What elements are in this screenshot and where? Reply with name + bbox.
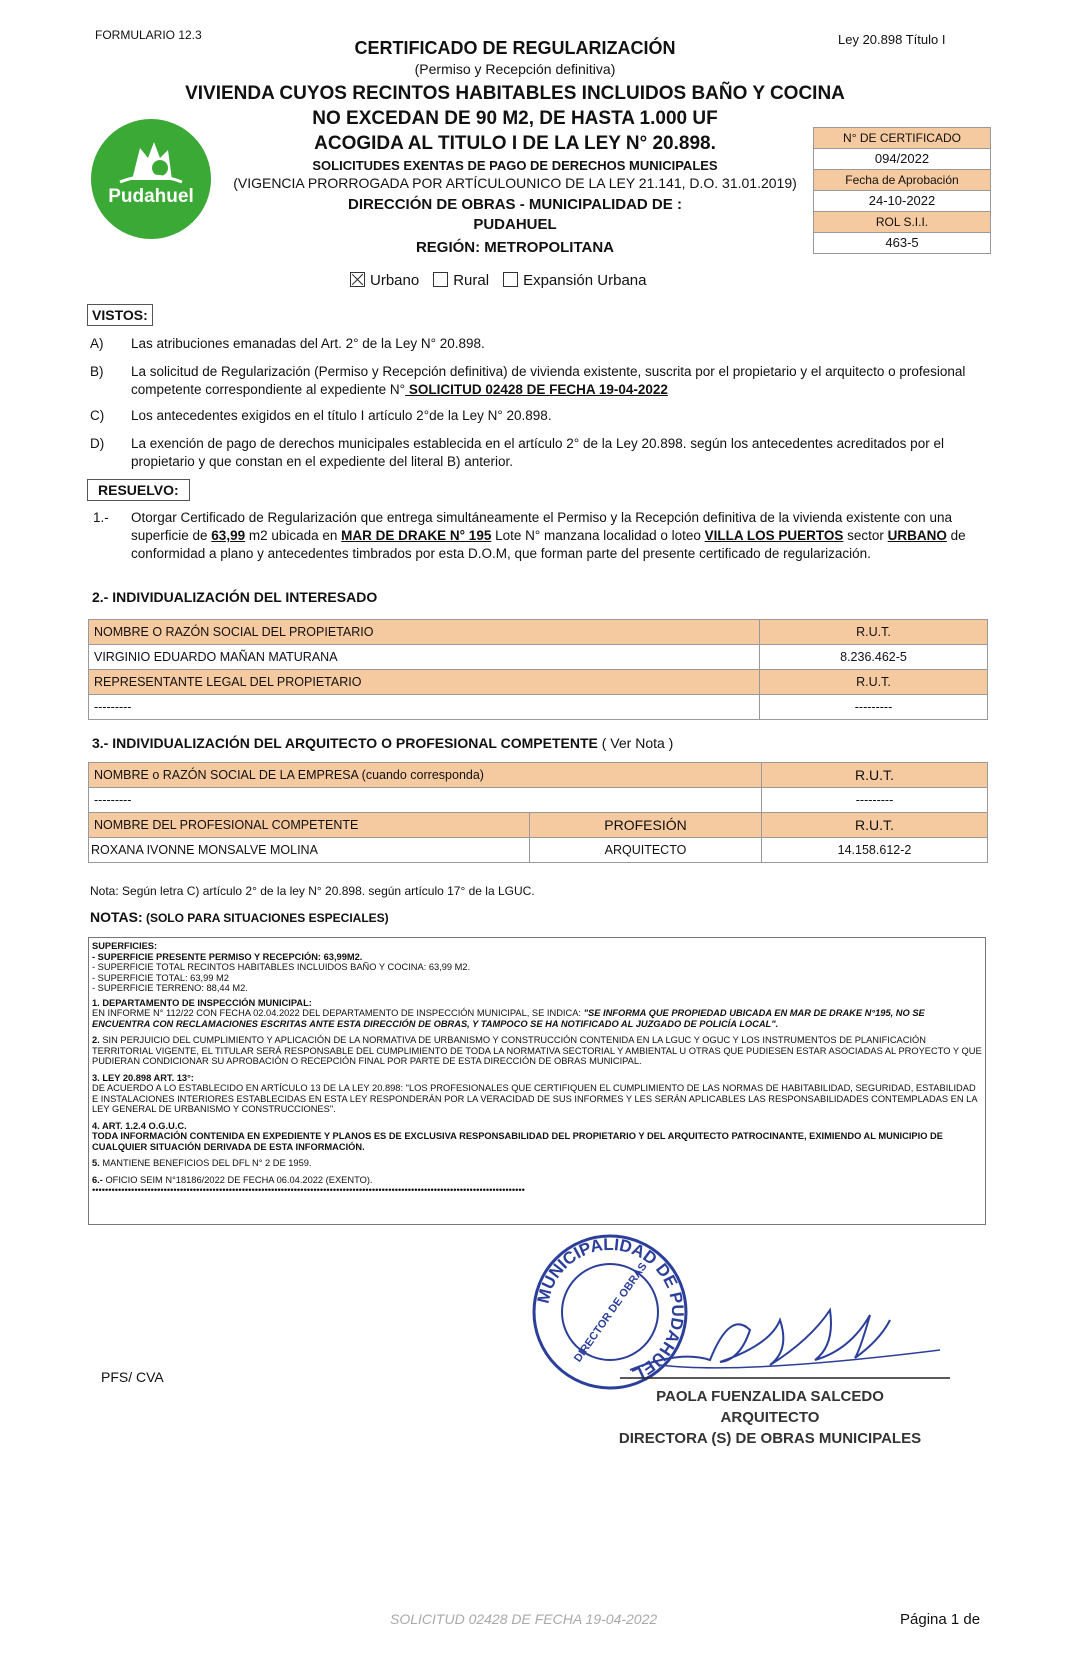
footer-reference: SOLICITUD 02428 DE FECHA 19-04-2022 (390, 1611, 658, 1627)
table-row (89, 670, 988, 695)
zone-rural-label: Rural (453, 272, 490, 289)
note-6-text: OFICIO SEIM N°18186/2022 DE FECHA 06.04.2022 (EXENTO). (102, 1174, 373, 1185)
note-4-title: 4. ART. 1.2.4 O.G.U.C. (92, 1120, 187, 1131)
document-header (170, 38, 860, 256)
logo-text: Pudahuel (108, 186, 194, 207)
zone-rural[interactable] (433, 272, 489, 289)
item-label: B) (90, 364, 104, 379)
initials: PFS/ CVA (101, 1369, 164, 1385)
document-title: CERTIFICADO DE REGULARIZACIÓN (354, 38, 676, 58)
resolution-text: de conformidad a plano y antecedentes timbrados por esta D.O.M, que forman parte del presente certificado de regularización. (131, 528, 966, 561)
heading-line-1: VIVIENDA CUYOS RECINTOS HABITABLES INCLUIDOS BAÑO Y COCINA (185, 83, 845, 104)
note-5-number: 5. (92, 1158, 100, 1168)
representative-rut-label: R.U.T. (760, 670, 988, 695)
owner-name: VIRGINIO EDUARDO MAÑAN MATURANA (89, 645, 760, 670)
item-label: C) (90, 408, 105, 423)
signature-block (600, 1386, 940, 1449)
surface-line: - SUPERFICIE PRESENTE PERMISO Y RECEPCIÓN: 63,99M2. (92, 951, 363, 962)
vistos-heading: VISTOS: (87, 304, 153, 326)
company-rut-label: R.U.T. (762, 763, 988, 788)
resolution-text: sector (843, 528, 888, 543)
item-text: Las atribuciones emanadas del Art. 2° de la Ley N° 20.898. (131, 336, 485, 351)
checked-checkbox-icon[interactable] (350, 272, 365, 287)
note-3-text: DE ACUERDO A LO ESTABLECIDO EN ARTÍCULO 13 DE LA LEY 20.898: "LOS PROFESIONALES QUE CERTIFIQUEN EL CUMPLIMIENTO DE LAS NORMAS DE HABITABILIDAD, SEGURIDAD, ESTABILIDAD E INSTALACIONES INTERIORES ESTABLECIDAS EN ESTA LEY RESPONDERÁN POR LA VERACIDAD DE SUS INFORMES Y LES SERÁN APLICABLES LAS RESPONSABILIDADES CONTEMPLADAS EN LA LEY GENERAL DE URBANISMO Y CONSTRUCCIONES". (92, 1083, 978, 1114)
company-name: --------- (89, 788, 762, 813)
note-1-title: 1. DEPARTAMENTO DE INSPECCIÓN MUNICIPAL: (92, 997, 312, 1008)
profession-label: PROFESIÓN (530, 813, 762, 838)
signer-profession: ARQUITECTO (720, 1409, 820, 1426)
table-row (89, 788, 988, 813)
surface-line: - SUPERFICIE TOTAL: 63,99 M2 (92, 972, 229, 983)
resolution-text: m2 ubicada en (245, 528, 342, 543)
form-code: FORMULARIO 12.3 (95, 28, 202, 42)
resolution-text: Otorgar Certificado de Regularización que entrega simultáneamente el Permiso y la Recepción definitiva de la vivienda existente con una superficie de (131, 510, 952, 543)
region-label: REGIÓN: METROPOLITANA (415, 239, 615, 256)
note-4-text: TODA INFORMACIÓN CONTENIDA EN EXPEDIENTE Y PLANOS ES DE EXCLUSIVA RESPONSABILIDAD DEL PROPIETARIO Y DEL ARQUITECTO PATROCINANTE, EXIMIENDO AL MUNICIPIO DE CUALQUIER SITUACIÓN DERIVADA DE ESTA INFORMACIÓN. (92, 1131, 943, 1152)
zone-expansion-label: Expansión Urbana (523, 272, 647, 289)
surfaces-title: SUPERFICIES: (92, 941, 158, 951)
table-row (89, 763, 988, 788)
note-2-text: SIN PERJUICIO DEL CUMPLIMIENTO Y APLICACIÓN DE LA NORMATIVA DE URBANISMO Y CONSTRUCCIÓN CONTENIDA EN LA LGUC Y OGUC Y LOS INSTRUMENTOS DE PLANIFICACIÓN TERRITORIAL VIGENTE, EL TITULAR SERÁ RESPONSABLE DEL CUMPLIMIENTO DE TODA LA NORMATIVA SECTORIAL Y AMBIENTAL U OTRAS QUE PUDIESEN ESTAR ASOCIADAS AL PROYECTO Y QUE PUDIERAN CONDICIONAR SU APROBACIÓN O RECEPCIÓN FINAL POR PARTE DE ESTA DIRECCIÓN DE OBRAS MUNICIPAL. (92, 1035, 982, 1066)
certificate-info-box (813, 127, 991, 254)
item-text: Los antecedentes exigidos en el título I artículo 2°de la Ley N° 20.898. (131, 408, 552, 423)
profession-value: ARQUITECTO (530, 838, 762, 863)
architect-section-note: ( Ver Nota ) (597, 735, 674, 751)
representative-rut: --------- (760, 695, 988, 720)
note-5-text: MANTIENE BENEFICIOS DEL DFL N° 2 DE 1959. (99, 1158, 312, 1168)
resolution-text: Lote N° manzana localidad o loteo (491, 528, 705, 543)
rol-label: ROL S.I.I. (814, 212, 990, 233)
zone-urbano[interactable] (350, 272, 419, 289)
notas-title (90, 909, 389, 925)
expediente-reference: SOLICITUD 02428 DE FECHA 19-04-2022 (405, 382, 668, 397)
signer-role: DIRECTORA (S) DE OBRAS MUNICIPALES (618, 1430, 922, 1447)
company-rut: --------- (762, 788, 988, 813)
sector-value: URBANO (887, 528, 947, 543)
notas-subtitle: (SOLO PARA SITUACIONES ESPECIALES) (142, 911, 389, 925)
resuelvo-heading: RESUELVO: (87, 479, 190, 501)
heading-line-2: NO EXCEDAN DE 90 M2, DE HASTA 1.000 UF (312, 108, 718, 129)
signer-name: PAOLA FUENZALIDA SALCEDO (656, 1388, 884, 1405)
direction-line-1: DIRECCIÓN DE OBRAS - MUNICIPALIDAD DE : (348, 196, 682, 213)
stamp-outer-text: MUNICIPALIDAD DE PUDAHUEL (533, 1234, 688, 1385)
law-reference: Ley 20.898 Título I (838, 32, 946, 47)
rol-value: 463-5 (885, 235, 919, 250)
note-3-title: 3. LEY 20.898 ART. 13°: (92, 1072, 194, 1083)
owner-label: NOMBRE O RAZÓN SOCIAL DEL PROPIETARIO (89, 620, 760, 645)
professional-note: Nota: Según letra C) artículo 2° de la ley N° 20.898. según artículo 17° de la LGUC. (90, 884, 535, 898)
interesado-section-title: 2.- INDIVIDUALIZACIÓN DEL INTERESADO (92, 589, 378, 605)
architect-table (88, 762, 988, 863)
vistos-item-c (90, 407, 990, 425)
professional-rut-label: R.U.T. (762, 813, 988, 838)
table-row (89, 813, 988, 838)
note-1-text: EN INFORME N° 112/22 CON FECHA 02.04.2022 DEL DEPARTAMENTO DE INSPECCIÓN MUNICIPAL, SE INDICA: (92, 1008, 584, 1018)
representative-name: --------- (89, 695, 760, 720)
checkbox-icon[interactable] (433, 272, 448, 287)
owner-rut: 8.236.462-5 (760, 645, 988, 670)
document-subtitle: (Permiso y Recepción definitiva) (414, 61, 616, 77)
page-number: Página 1 de (900, 1611, 981, 1628)
direction-line-2: PUDAHUEL (473, 216, 557, 233)
municipality-logo (90, 118, 212, 240)
surface-value: 63,99 (211, 528, 246, 543)
stamp-inner-text: DIRECTOR DE OBRAS (571, 1260, 650, 1365)
architect-section-title (92, 735, 673, 751)
loteo-name: VILLA LOS PUERTOS (704, 528, 844, 543)
item-text: La solicitud de Regularización (Permiso y Recepción definitiva) de vivienda existente, suscrita por el propietario y el arquitecto o profesional competente correspondiente al expediente N° (131, 364, 966, 397)
professional-label: NOMBRE DEL PROFESIONAL COMPETENTE (89, 813, 530, 838)
company-label: NOMBRE o RAZÓN SOCIAL DE LA EMPRESA (cuando corresponda) (89, 763, 762, 788)
item-label: D) (90, 436, 105, 451)
table-row (89, 695, 988, 720)
zone-selector (350, 272, 646, 289)
architect-section-title-text: 3.- INDIVIDUALIZACIÓN DEL ARQUITECTO O PROFESIONAL COMPETENTE (92, 735, 598, 751)
item-label: 1.- (93, 510, 109, 525)
checkbox-icon[interactable] (503, 272, 518, 287)
table-row (89, 620, 988, 645)
note-2-number: 2. (92, 1035, 100, 1045)
surface-line: - SUPERFICIE TERRENO: 88,44 M2. (92, 983, 248, 993)
resuelvo-item-1 (93, 509, 993, 563)
surface-line: - SUPERFICIE TOTAL RECINTOS HABITABLES INCLUIDOS BAÑO Y COCINA: 63,99 M2. (92, 962, 471, 972)
vistos-item-d (90, 435, 990, 471)
heading-line-3: ACOGIDA AL TITULO I DE LA LEY N° 20.898. (314, 133, 716, 154)
interesado-table (88, 619, 988, 720)
professional-name: ROXANA IVONNE MONSALVE MOLINA (89, 838, 530, 863)
professional-rut: 14.158.612-2 (762, 838, 988, 863)
table-row (89, 645, 988, 670)
dotted-line: ••••••••••••••••••••••••••••••••••••••••••••••••••••••••••••••••••••••••••••••••••••••••••••••••••••••••••••••••••••••••••••••••••••• (92, 1185, 525, 1195)
note-1-quote: "SE INFORMA QUE PROPIEDAD UBICADA EN MAR DE DRAKE N°195, NO SE ENCUENTRA CON RECLAMACIONES ESCRITAS ANTE ESTA DIRECCIÓN DE OBRAS, Y TAMPOCO SE HA NOTIFICADO AL JUZGADO DE POLICÍA LOCAL". (92, 1008, 925, 1029)
handwritten-signature (620, 1290, 950, 1390)
property-address: MAR DE DRAKE N° 195 (341, 528, 492, 543)
vistos-item-a (90, 335, 990, 353)
vistos-item-b (90, 363, 990, 399)
certificate-number: 094/2022 (814, 149, 990, 170)
approval-date: 24-10-2022 (814, 191, 990, 212)
approval-date-label: Fecha de Aprobación (814, 170, 990, 191)
note-6-number: 6.- (92, 1174, 103, 1185)
notas-title-text: NOTAS: (90, 909, 143, 925)
owner-rut-label: R.U.T. (760, 620, 988, 645)
item-text: La exención de pago de derechos municipales establecida en el artículo 2° de la Ley 20.898. según los antecedentes acreditados por el propietario y que constan en el expediente del literal B) anterior. (131, 436, 944, 469)
validity-note: (VIGENCIA PRORROGADA POR ARTÍCULOUNICO DE LA LEY 21.141, D.O. 31.01.2019) (233, 175, 797, 191)
exemption-note: SOLICITUDES EXENTAS DE PAGO DE DERECHOS MUNICIPALES (312, 158, 718, 173)
zone-expansion[interactable] (503, 272, 646, 289)
notes-box (88, 937, 986, 1225)
zone-urbano-label: Urbano (370, 272, 420, 289)
certificate-number-label: N° DE CERTIFICADO (814, 128, 990, 149)
table-row (89, 838, 988, 863)
item-label: A) (90, 336, 104, 351)
representative-label: REPRESENTANTE LEGAL DEL PROPIETARIO (89, 670, 760, 695)
